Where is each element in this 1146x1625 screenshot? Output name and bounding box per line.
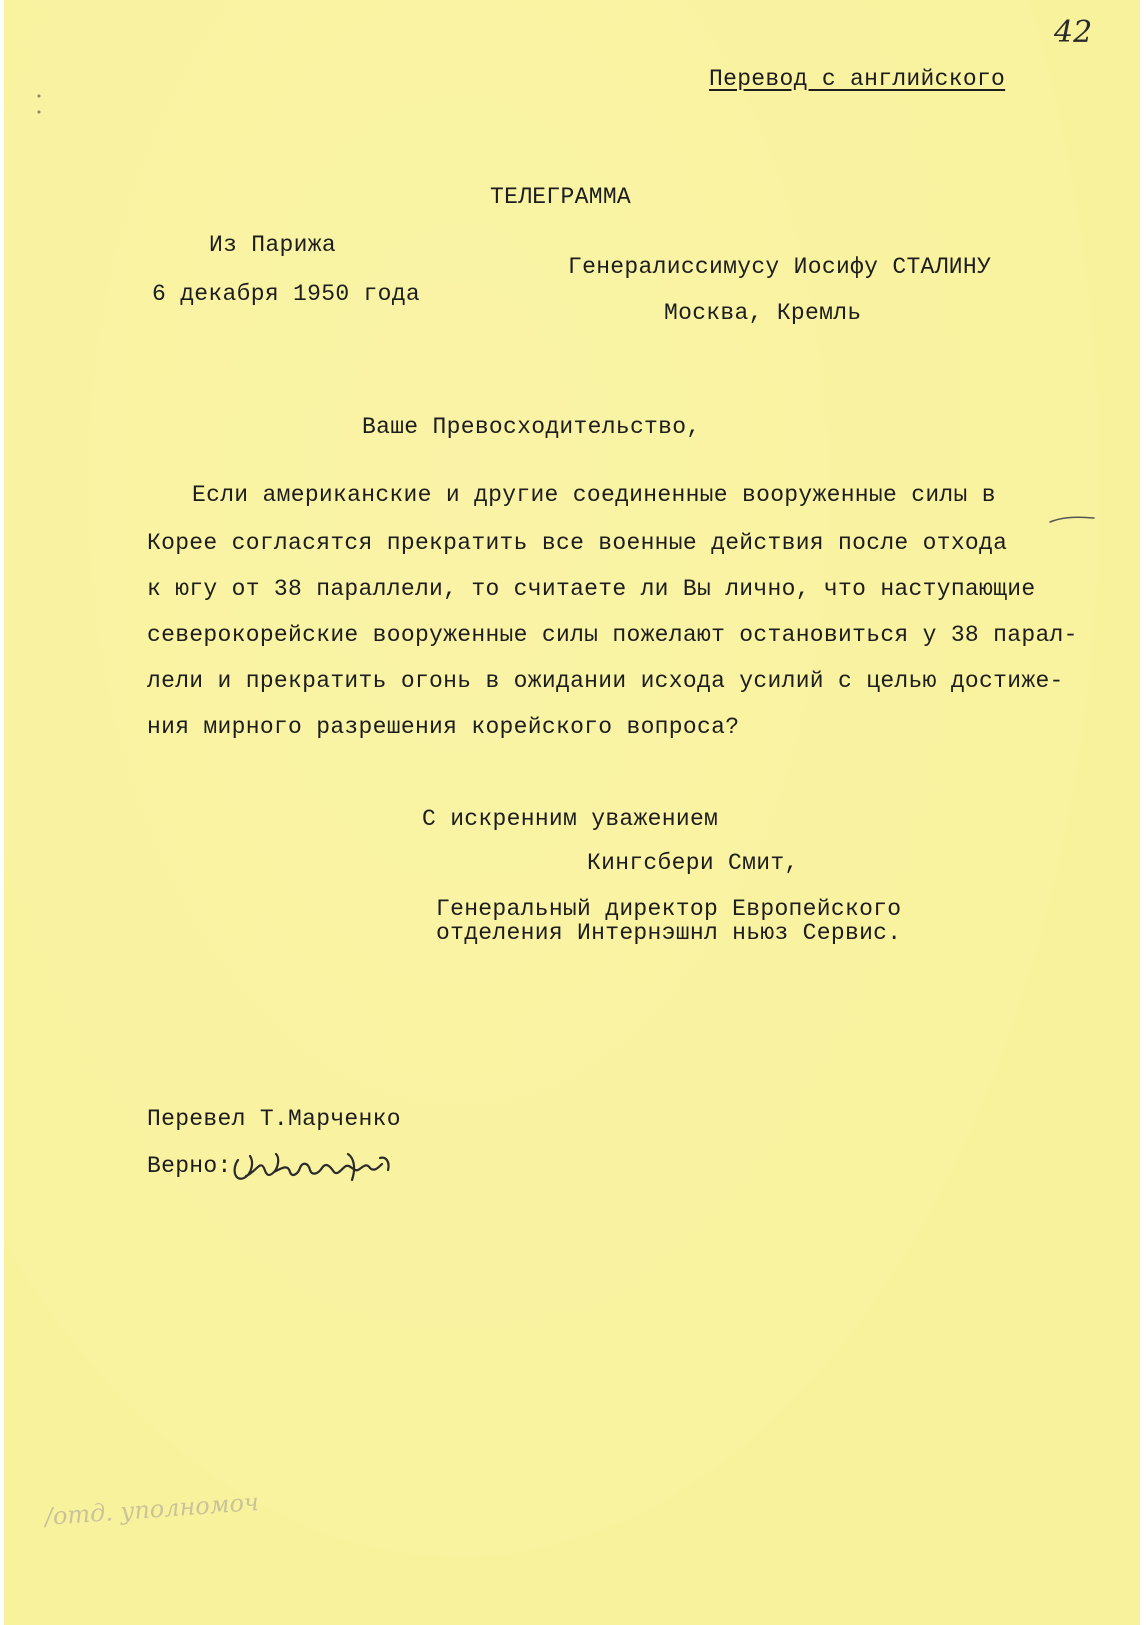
signer-name: Кингсбери Смит,: [587, 850, 799, 876]
body-line: Корее согласятся прекратить все военные действия после отхода: [147, 530, 1008, 556]
body-line: Если американские и другие соединенные вооруженные силы в: [192, 482, 996, 508]
signer-title-line: Генеральный директор Европейского: [436, 896, 902, 922]
signature-mark: [230, 1138, 400, 1198]
translation-note: Перевод с английского: [709, 66, 1006, 92]
page-number: 42: [1054, 15, 1093, 50]
telegram-date: 6 декабря 1950 года: [152, 281, 420, 307]
addressee: Генералиссимусу Иосифу СТАЛИНУ: [568, 254, 992, 280]
punch-marks: [34, 90, 46, 130]
body-line: ния мирного разрешения корейского вопроса?: [147, 714, 740, 740]
addressee-location: Москва, Кремль: [664, 300, 862, 326]
salutation: Ваше Превосходительство,: [362, 414, 701, 440]
signer-title-line: отделения Интернэшнл ньюз Сервис.: [436, 920, 902, 946]
body-line: северокорейские вооруженные силы пожелают остановиться у 38 парал-: [147, 622, 1078, 648]
document-page: [4, 0, 1140, 1625]
closing: С искренним уважением: [422, 806, 719, 832]
document-title: ТЕЛЕГРАММА: [490, 184, 632, 210]
margin-note: /отд. уполномоч: [43, 1488, 260, 1531]
origin-city: Из Парижа: [209, 232, 336, 258]
body-line: лели и прекратить огонь в ожидании исхода усилий с целью достиже-: [147, 668, 1064, 694]
verified-label: Верно:: [147, 1153, 232, 1179]
margin-mark: [1048, 508, 1098, 528]
body-line: к югу от 38 параллели, то считаете ли Вы лично, что наступающие: [147, 576, 1036, 602]
translator-line: Перевел Т.Марченко: [147, 1106, 401, 1132]
